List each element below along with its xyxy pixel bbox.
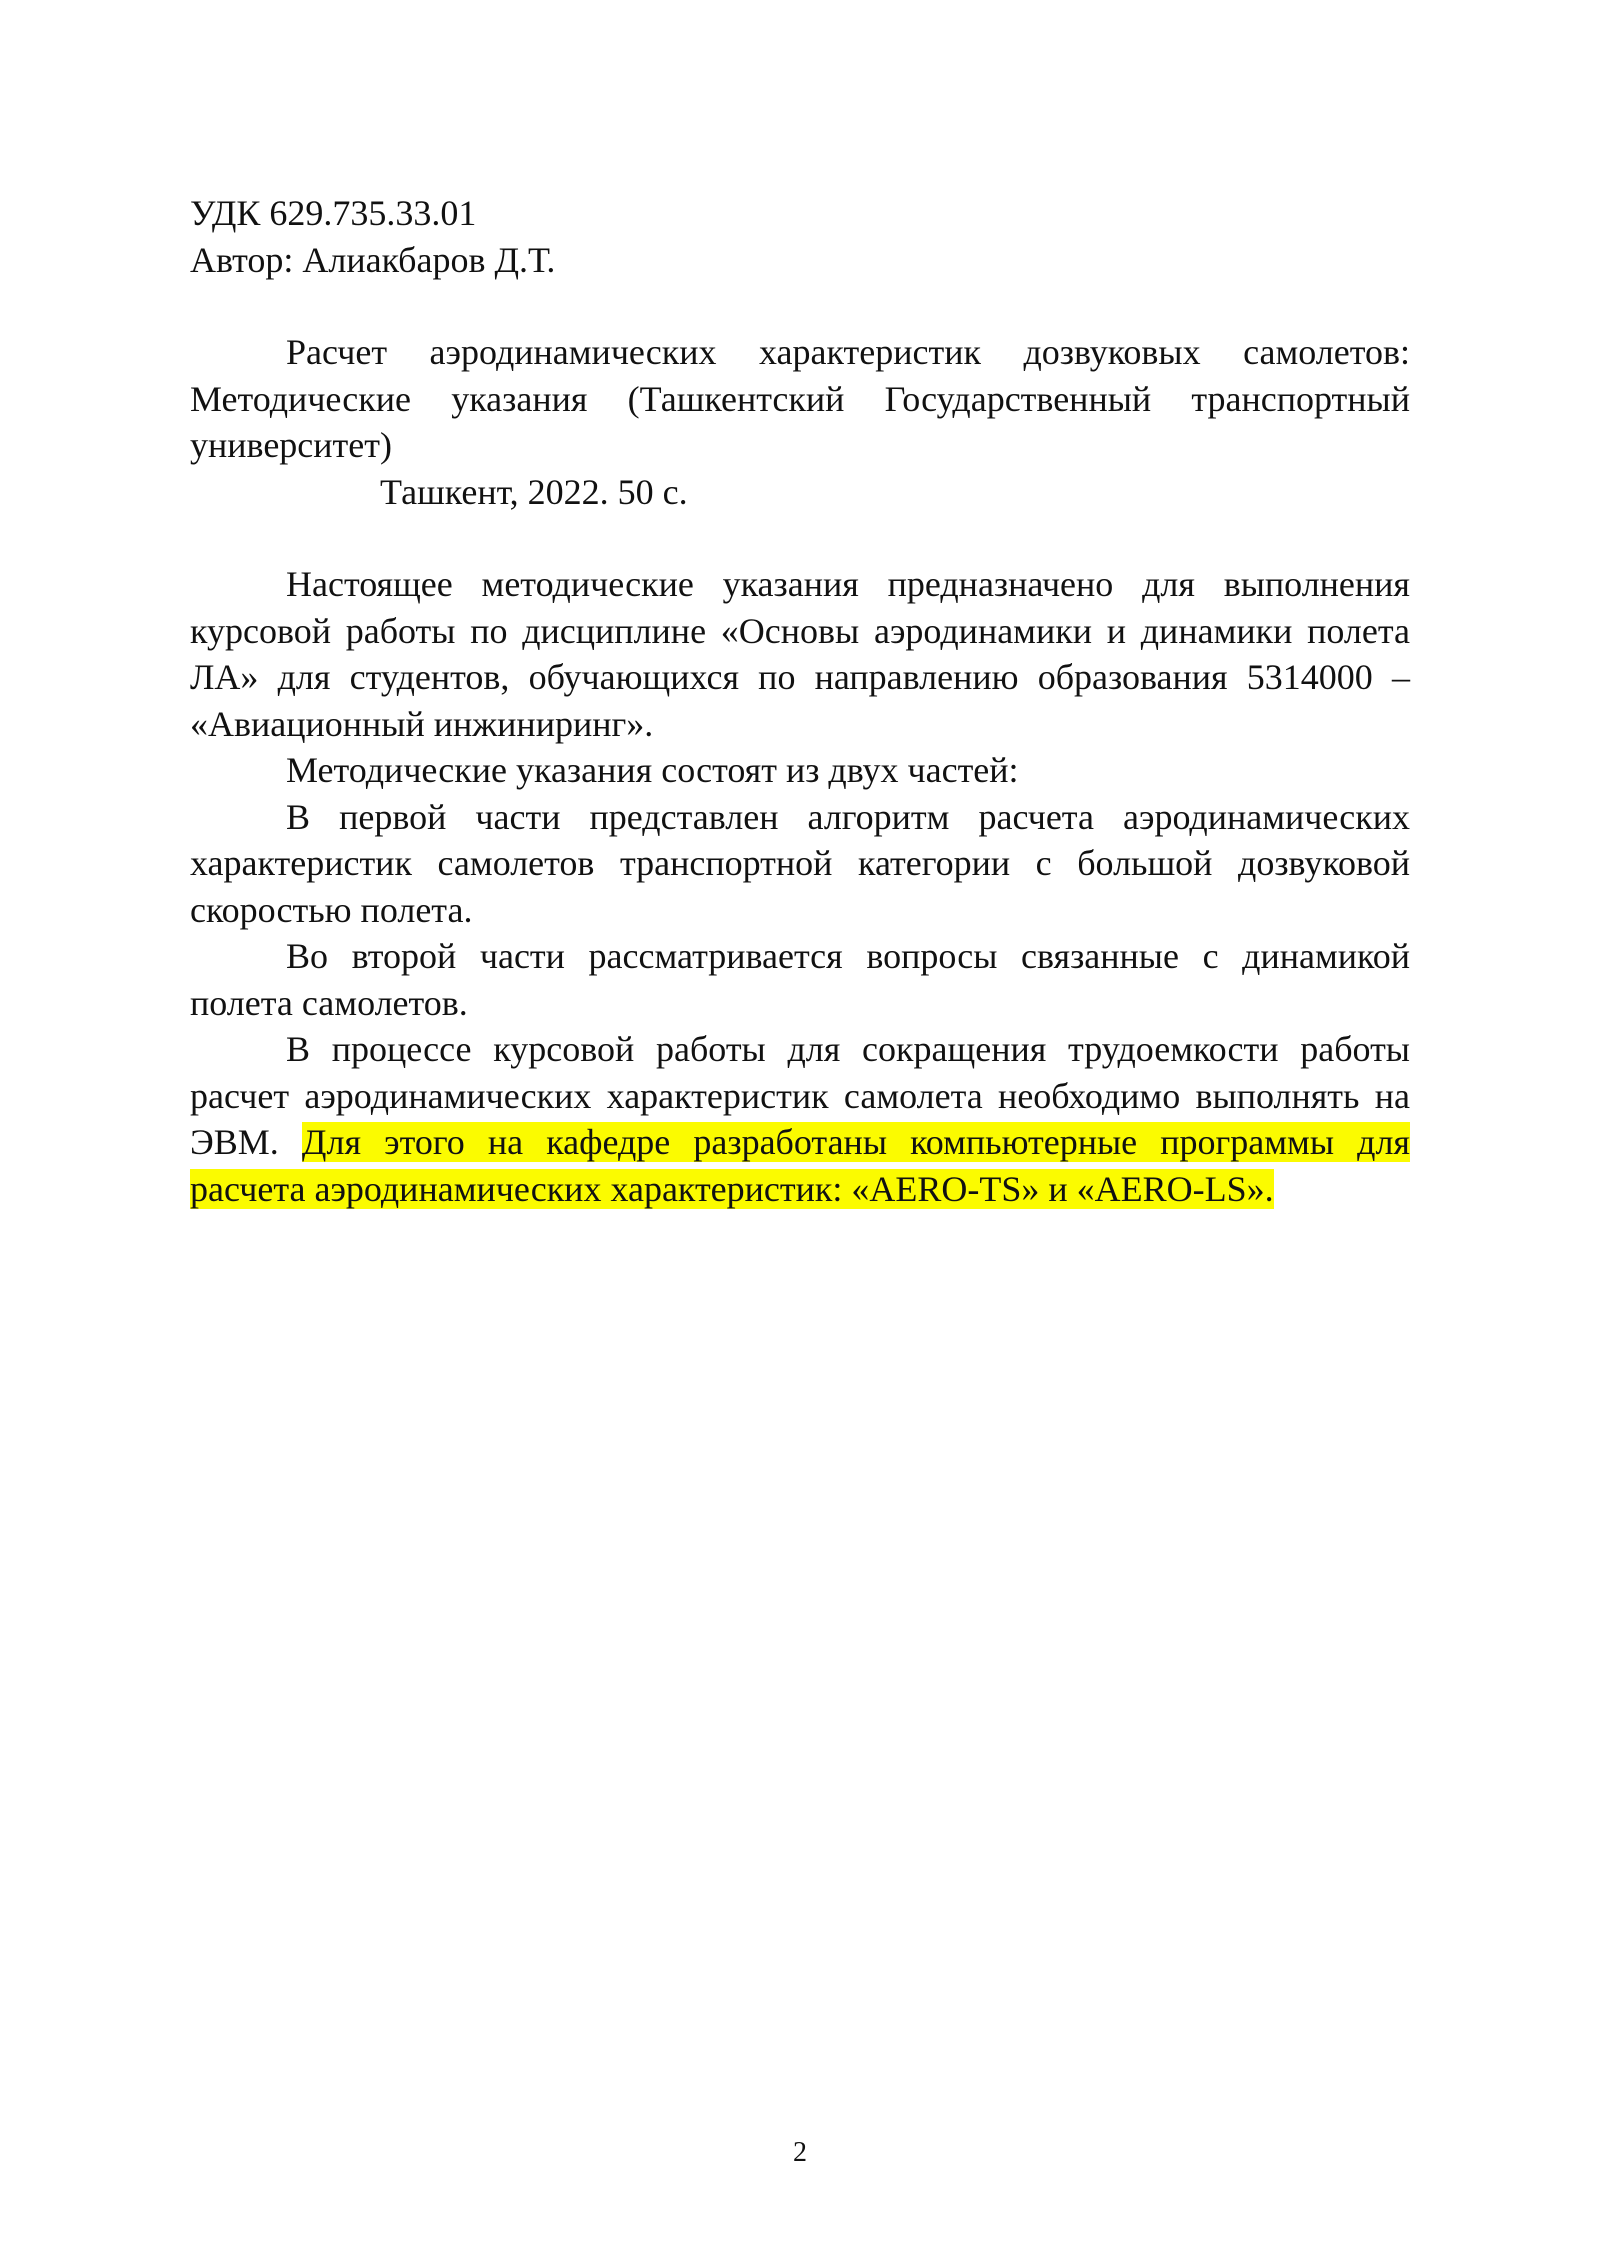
udk-code: УДК 629.735.33.01 [190,193,477,233]
abstract-paragraph-1: Настоящее методические указания предназначено для выполнения курсовой работы по дисциплине «Основы аэродинамики и динамики полета ЛА» для студентов, обучающихся по направлению образования 5314000 – «Авиационный инжиниринг». [190,564,1410,744]
abstract-paragraph-2: Методические указания состоят из двух частей: [286,750,1019,790]
abstract-paragraph-3: В первой части представлен алгоритм расчета аэродинамических характеристик самолетов транспортной категории с большой дозвуковой скоростью полета. [190,796,1410,930]
document-page [190,190,1410,1212]
citation-place-year: Ташкент, 2022. 50 с. [380,471,688,512]
spacer [190,283,1410,329]
abstract-paragraph-4: Во второй части рассматривается вопросы связанные с динамикой полета самолетов. [190,936,1410,1023]
spacer [190,515,1410,561]
abstract-paragraph-5 [190,1026,1410,1212]
page-number: 2 [793,2137,807,2168]
highlighted-text: Для этого на кафедре разработаны компьютерные программы для расчета аэродинамических характеристик: «AERO-TS» и «AERO-LS». [190,1122,1410,1209]
abstract-paragraph-5-text: В процессе курсовой работы для сокращения трудоемкости работы расчет аэродинамических характеристик самолета необходимо выполнять на ЭВМ. [190,1029,1410,1162]
author-line: Автор: Алиакбаров Д.Т. [190,239,556,280]
citation-paragraph: Расчет аэродинамических характеристик дозвуковых самолетов: Методические указания (Ташкентский Государственный транспортный университет) [190,332,1410,465]
